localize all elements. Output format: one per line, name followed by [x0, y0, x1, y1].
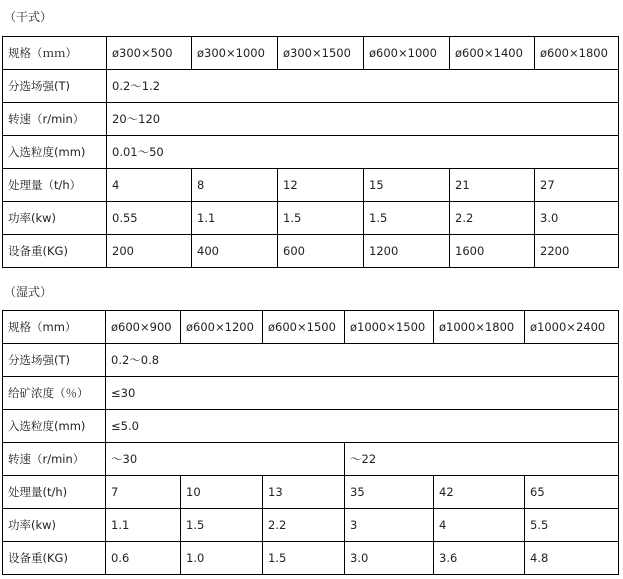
- row-label: 转速（r/min）: [3, 443, 106, 476]
- model-cell: ø600×900: [106, 311, 181, 344]
- table-row: [3, 37, 619, 70]
- table-row: [3, 377, 619, 410]
- particle-size-value: 0.01～50: [107, 136, 619, 169]
- weight-cell: 1200: [364, 235, 450, 268]
- table-row: [3, 235, 619, 268]
- capacity-cell: 4: [107, 169, 192, 202]
- concentration-value: ≤30: [106, 377, 619, 410]
- wet-spec-table: [2, 310, 619, 575]
- weight-cell: 2200: [535, 235, 619, 268]
- power-cell: 1.5: [278, 202, 364, 235]
- row-label: 处理量（t/h）: [3, 169, 107, 202]
- weight-cell: 400: [192, 235, 278, 268]
- speed-value-small: ～30: [106, 443, 345, 476]
- power-cell: 1.1: [106, 509, 181, 542]
- model-cell: ø300×500: [107, 37, 192, 70]
- capacity-cell: 13: [263, 476, 345, 509]
- weight-cell: 3.6: [434, 542, 525, 575]
- header-label: 规格（mm）: [3, 311, 106, 344]
- capacity-cell: 21: [450, 169, 535, 202]
- capacity-cell: 27: [535, 169, 619, 202]
- table-row: [3, 509, 619, 542]
- power-cell: 3.0: [535, 202, 619, 235]
- power-cell: 2.2: [450, 202, 535, 235]
- speed-value: 20～120: [107, 103, 619, 136]
- field-strength-value: 0.2～1.2: [107, 70, 619, 103]
- weight-cell: 3.0: [345, 542, 434, 575]
- row-label: 分选场强(T): [3, 70, 107, 103]
- model-cell: ø1000×2400: [525, 311, 619, 344]
- row-label: 转速（r/min）: [3, 103, 107, 136]
- power-cell: 1.1: [192, 202, 278, 235]
- speed-value-large: ～22: [345, 443, 619, 476]
- capacity-cell: 12: [278, 169, 364, 202]
- weight-cell: 200: [107, 235, 192, 268]
- wet-caption: （湿式）: [4, 285, 53, 299]
- table-row: [3, 103, 619, 136]
- power-cell: 4: [434, 509, 525, 542]
- table-row: [3, 136, 619, 169]
- row-label: 功率(kw): [3, 509, 106, 542]
- row-label: 设备重(KG): [3, 542, 106, 575]
- table-row: [3, 70, 619, 103]
- weight-cell: 1600: [450, 235, 535, 268]
- model-cell: ø600×1000: [364, 37, 450, 70]
- table-row: [3, 344, 619, 377]
- capacity-cell: 35: [345, 476, 434, 509]
- header-label: 规格（ｍｍ）: [3, 37, 107, 70]
- model-cell: ø600×1400: [450, 37, 535, 70]
- model-cell: ø1000×1800: [434, 311, 525, 344]
- weight-cell: 1.5: [263, 542, 345, 575]
- model-cell: ø300×1500: [278, 37, 364, 70]
- table-row: [3, 476, 619, 509]
- capacity-cell: 42: [434, 476, 525, 509]
- row-label: 处理量(t/h): [3, 476, 106, 509]
- power-cell: 1.5: [181, 509, 263, 542]
- dry-spec-table: [2, 36, 619, 268]
- capacity-cell: 15: [364, 169, 450, 202]
- capacity-cell: 8: [192, 169, 278, 202]
- row-label: 设备重(KG): [3, 235, 107, 268]
- row-label: 功率(kw): [3, 202, 107, 235]
- row-label: 入选粒度(mm): [3, 136, 107, 169]
- weight-cell: 0.6: [106, 542, 181, 575]
- row-label: 入选粒度(mm): [3, 410, 106, 443]
- power-cell: 3: [345, 509, 434, 542]
- model-cell: ø600×1200: [181, 311, 263, 344]
- row-label: 给矿浓度（％）: [3, 377, 106, 410]
- particle-size-value: ≤5.0: [106, 410, 619, 443]
- table-row: [3, 443, 619, 476]
- row-label: 分选场强(T): [3, 344, 106, 377]
- table-row: [3, 202, 619, 235]
- field-strength-value: 0.2～0.8: [106, 344, 619, 377]
- model-cell: ø600×1800: [535, 37, 619, 70]
- table-row: [3, 410, 619, 443]
- weight-cell: 600: [278, 235, 364, 268]
- table-row: [3, 311, 619, 344]
- weight-cell: 4.8: [525, 542, 619, 575]
- capacity-cell: 65: [525, 476, 619, 509]
- model-cell: ø300×1000: [192, 37, 278, 70]
- dry-caption: （干式）: [4, 10, 53, 24]
- power-cell: 1.5: [364, 202, 450, 235]
- model-cell: ø1000×1500: [345, 311, 434, 344]
- power-cell: 0.55: [107, 202, 192, 235]
- table-row: [3, 542, 619, 575]
- table-row: [3, 169, 619, 202]
- power-cell: 5.5: [525, 509, 619, 542]
- capacity-cell: 10: [181, 476, 263, 509]
- model-cell: ø600×1500: [263, 311, 345, 344]
- weight-cell: 1.0: [181, 542, 263, 575]
- power-cell: 2.2: [263, 509, 345, 542]
- capacity-cell: 7: [106, 476, 181, 509]
